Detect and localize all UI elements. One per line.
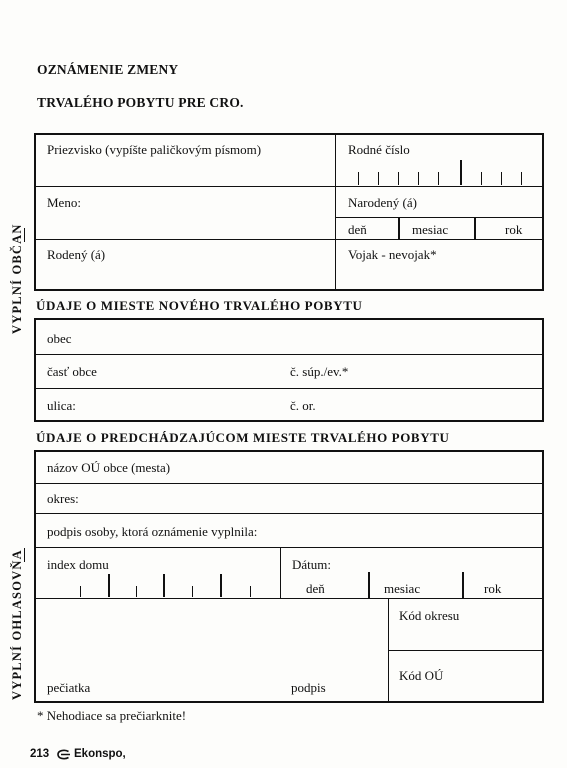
digit-tick [418, 172, 419, 185]
office-name-field[interactable]: názov OÚ obce (mesta) [47, 460, 171, 475]
row-divider [35, 547, 543, 548]
column-divider [280, 548, 281, 598]
digit-tick [136, 586, 137, 597]
digit-separator [220, 574, 222, 597]
form-number: 213 [30, 748, 50, 760]
previous-residence-heading: ÚDAJE O PREDCHÁDZAJÚCOM MIESTE TRVALÉHO POBYTU [36, 430, 450, 445]
digit-tick [438, 172, 439, 185]
house-index-label: index domu [47, 557, 109, 572]
office-month-field[interactable]: mesiac [384, 581, 421, 596]
district-field[interactable]: okres: [47, 491, 79, 506]
digit-tick [192, 586, 193, 597]
previous-residence-box [34, 450, 544, 703]
code-row-divider [389, 650, 543, 651]
orientation-number-field[interactable]: č. or. [290, 398, 316, 413]
row-divider [35, 186, 543, 187]
digit-tick [358, 172, 359, 185]
new-residence-heading: ÚDAJE O MIESTE NOVÉHO TRVALÉHO POBYTU [36, 298, 363, 313]
digit-tick [521, 172, 522, 185]
digit-tick [80, 586, 81, 597]
office-year-field[interactable]: rok [484, 581, 502, 596]
date-separator [368, 572, 370, 598]
date-separator [398, 218, 400, 239]
date-subdivider [336, 217, 543, 218]
side-label-office: VYPLNÍ OHLASOVŇA [10, 549, 24, 700]
signature-field[interactable]: podpis [291, 680, 326, 695]
surname-field[interactable]: Priezvisko (vypíšte paličkovým písmom) [47, 142, 262, 157]
office-day-field[interactable]: deň [306, 581, 325, 596]
digit-tick [250, 586, 251, 597]
birth-day-field[interactable]: deň [348, 222, 367, 237]
street-field[interactable]: ulica: [47, 398, 76, 413]
date-separator [462, 572, 464, 598]
new-residence-box [34, 318, 544, 422]
side-bracket [24, 548, 25, 562]
name-field[interactable]: Meno: [47, 195, 81, 210]
born-label: Narodený (á) [348, 195, 417, 210]
birth-month-field[interactable]: mesiac [412, 222, 449, 237]
row-divider [35, 239, 543, 240]
stamp-field[interactable]: pečiatka [47, 680, 91, 695]
office-code-field[interactable]: Kód OÚ [399, 668, 444, 683]
row-divider [35, 354, 543, 355]
date-label: Dátum: [292, 557, 331, 572]
footnote: * Nehodiace sa prečiarknite! [37, 708, 187, 723]
digit-separator [460, 160, 462, 185]
district-part-field[interactable]: časť obce [47, 364, 97, 379]
digit-tick [378, 172, 379, 185]
digit-tick [481, 172, 482, 185]
row-divider [35, 598, 543, 599]
birth-number-label: Rodné číslo [348, 142, 410, 157]
row-divider [35, 513, 543, 514]
column-divider [335, 135, 336, 289]
date-separator [474, 218, 476, 239]
form-title-line2: TRVALÉHO POBYTU PRE CRO. [37, 95, 244, 110]
digit-separator [108, 574, 110, 597]
birth-name-field[interactable]: Rodený (á) [47, 247, 106, 262]
house-number-field[interactable]: č. súp./ev.* [290, 364, 349, 379]
district-code-field[interactable]: Kód okresu [399, 608, 460, 623]
digit-separator [163, 574, 165, 597]
side-bracket [24, 228, 25, 242]
digit-tick [398, 172, 399, 185]
soldier-field[interactable]: Vojak - nevojak* [348, 247, 437, 262]
digit-tick [501, 172, 502, 185]
ekonspo-logo-icon [56, 749, 72, 760]
form-title-line1: OZNÁMENIE ZMENY [37, 62, 179, 77]
birth-year-field[interactable]: rok [505, 222, 523, 237]
municipality-field[interactable]: obec [47, 331, 72, 346]
publisher-name: Ekonspo, [74, 748, 126, 760]
person-signature-field[interactable]: podpis osoby, ktorá oznámenie vyplnila: [47, 524, 258, 539]
row-divider [35, 388, 543, 389]
side-label-citizen: VYPLNÍ OBČAN [10, 223, 24, 334]
row-divider [35, 483, 543, 484]
